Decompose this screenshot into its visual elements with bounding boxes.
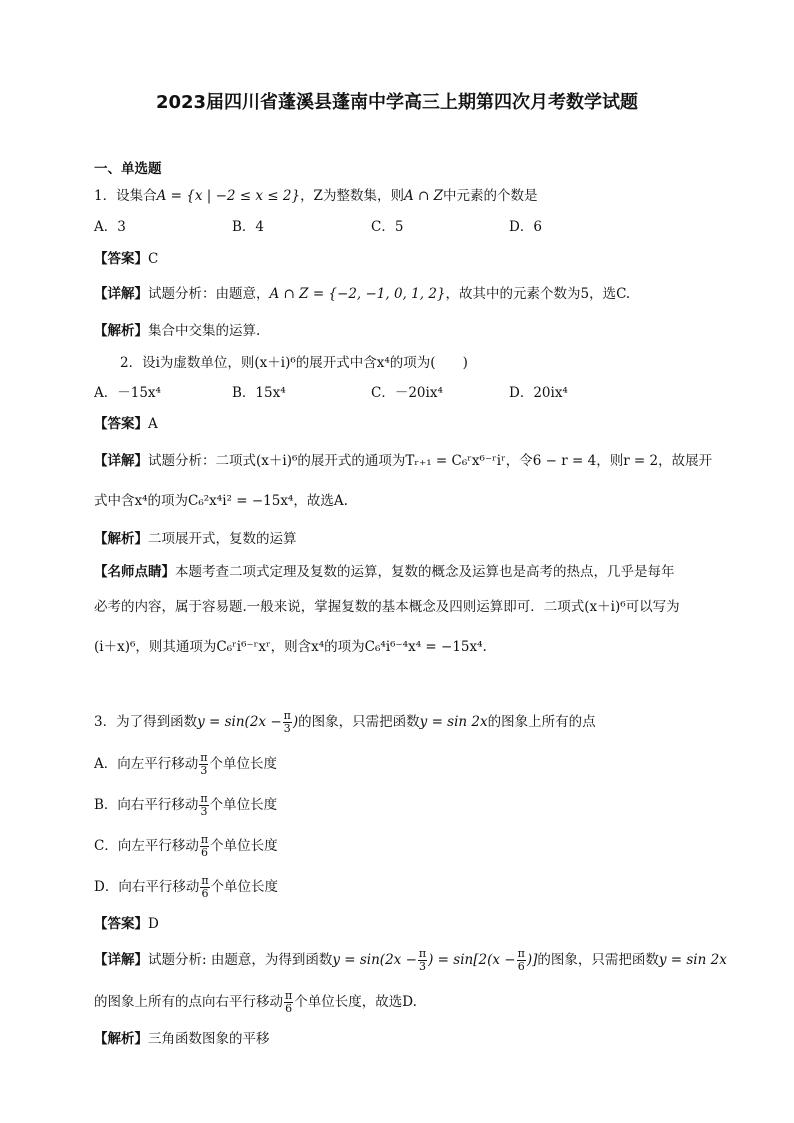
q1-detail	[94, 285, 630, 303]
q1-stem	[94, 187, 537, 205]
q2-detail-line2: 式中含x⁴的项为C₆²x⁴i² = −15x⁴，故选A.	[94, 493, 348, 509]
answer-value: D	[148, 916, 159, 932]
detail-tag: 【详解】	[94, 952, 148, 968]
q2-option-c: C．－20ix⁴	[371, 385, 443, 401]
detail-expr: y = sin(2x −	[332, 952, 417, 968]
fraction-denominator: 6	[285, 1002, 293, 1015]
fraction-numerator: π	[285, 989, 293, 1002]
fraction-numerator: π	[418, 947, 427, 960]
detail-tag: 【详解】	[94, 286, 148, 302]
fraction-numerator: π	[283, 709, 291, 722]
q2-option-d: D．20ix⁴	[509, 385, 568, 401]
analysis-tag: 【解析】	[94, 531, 148, 547]
q2-option-a: A．－15x⁴	[94, 385, 161, 401]
fraction-denominator: 6	[201, 887, 209, 900]
fraction-denominator: 3	[200, 764, 208, 777]
analysis-text: 二项展开式，复数的运算	[148, 531, 297, 547]
q2-stem: 2．设i为虚数单位，则(x＋i)⁶的展开式中含x⁴的项为( )	[120, 355, 468, 371]
option-text: 个单位长度	[210, 879, 279, 895]
answer-tag: 【答案】	[94, 916, 148, 932]
q3-stem	[94, 708, 596, 736]
teacher-note-text: 本题考查二项式定理及复数的运算，复数的概念及运算也是高考的热点，几乎是每年	[175, 564, 675, 580]
detail-text: 试题分析：由题意，	[148, 286, 270, 302]
detail-expr: )]	[526, 952, 538, 968]
q2-answer	[94, 415, 158, 433]
detail-expr: y = sin 2x	[658, 952, 727, 968]
fraction-numerator: π	[517, 947, 525, 960]
q1-option-a: A．3	[94, 219, 126, 235]
analysis-text: 集合中交集的运算.	[148, 323, 261, 339]
q3-detail	[94, 946, 727, 974]
answer-value: C	[148, 251, 159, 267]
detail-text: 的图象，只需把函数	[537, 952, 659, 968]
q3-stem-text: 的图象，只需把函数	[298, 714, 420, 730]
q1-option-b: B．4	[232, 219, 265, 235]
option-text: 个单位长度	[209, 797, 278, 813]
answer-tag: 【答案】	[94, 416, 148, 432]
q3-answer	[94, 915, 159, 933]
detail-expr: ) = sin[2(x −	[428, 952, 516, 968]
q2-teacher-note	[94, 563, 675, 581]
q3-function2-expr: y = sin 2x	[419, 714, 488, 730]
q2-detail	[94, 452, 712, 470]
analysis-tag: 【解析】	[94, 1031, 148, 1047]
fraction-denominator: 6	[200, 846, 208, 859]
analysis-text: 三角函数图象的平移	[148, 1031, 270, 1047]
fraction-numerator: π	[200, 792, 208, 805]
detail-expr: A ∩ Z = {−2, −1, 0, 1, 2}	[269, 286, 446, 302]
q1-stem-text: ，Z为整数集，则	[300, 188, 404, 204]
detail-text: 试题分析: 由题意，为得到函数	[148, 952, 333, 968]
fraction-numerator: π	[201, 874, 209, 887]
section-heading: 一、单选题	[94, 161, 162, 177]
fraction-numerator: π	[200, 833, 209, 846]
shift-fraction	[200, 834, 209, 859]
shift-fraction	[199, 793, 208, 818]
q3-stem-text: 3．为了得到函数	[94, 714, 198, 730]
q3-detail-line2	[94, 988, 417, 1016]
option-text: 个单位长度	[210, 838, 278, 854]
teacher-note-tag: 【名师点睛】	[94, 564, 175, 580]
detail-text: 的图象上所有的点向右平行移动	[94, 994, 283, 1010]
answer-value: A	[148, 416, 158, 432]
option-text: 个单位长度	[209, 756, 277, 772]
pi-over-3-fraction	[418, 948, 427, 973]
fraction-denominator: 6	[517, 960, 525, 973]
q3-analysis	[94, 1030, 270, 1048]
q1-option-d: D．6	[509, 219, 542, 235]
q3-option-d	[94, 873, 278, 901]
page-title: 2023届四川省蓬溪县蓬南中学高三上期第四次月考数学试题	[155, 92, 639, 113]
q1-intersection-expr: A ∩ Z	[403, 188, 443, 204]
shift-fraction	[199, 752, 208, 777]
option-text: D．向右平行移动	[94, 879, 200, 895]
detail-text: 试题分析：二项式(x＋i)⁶的展开式的通项为Tᵣ₊₁ = C₆ʳx⁶⁻ʳiʳ，令6 − r = 4，则r = 2，故展开	[148, 453, 713, 469]
fraction-denominator: 3	[283, 722, 291, 735]
option-text: A．向左平行移动	[94, 756, 199, 772]
q3-function-expr: y = sin(2x −	[197, 714, 282, 730]
pi-over-6-fraction	[517, 948, 526, 973]
q1-option-c: C．5	[371, 219, 404, 235]
q3-option-a	[94, 750, 277, 778]
q2-analysis	[94, 530, 297, 548]
fraction-denominator: 3	[200, 805, 208, 818]
q3-option-c	[94, 832, 278, 860]
detail-text: ，故其中的元素个数为5，选C.	[445, 286, 631, 302]
q1-answer	[94, 250, 158, 268]
fraction-numerator: π	[200, 751, 208, 764]
pi-over-6-fraction	[284, 990, 293, 1015]
q1-stem-text: 中元素的个数是	[442, 188, 538, 204]
shift-fraction	[200, 875, 209, 900]
option-text: B．向右平行移动	[94, 797, 199, 813]
detail-tag: 【详解】	[94, 453, 148, 469]
q2-teacher-note-line2: 必考的内容，属于容易题.一般来说，掌握复数的基本概念及四则运算即可．二项式(x＋i)⁶可以写为	[94, 599, 680, 615]
q1-analysis	[94, 322, 260, 340]
pi-over-3-fraction	[283, 710, 292, 735]
analysis-tag: 【解析】	[94, 323, 148, 339]
q3-function-expr: )	[292, 714, 299, 730]
q2-teacher-note-line3: (i＋x)⁶，则其通项为C₆ʳi⁶⁻ʳxʳ，则含x⁴的项为C₆⁴i⁶⁻⁴x⁴ = −15x⁴.	[94, 639, 487, 655]
answer-tag: 【答案】	[94, 251, 148, 267]
q1-stem-text: 1．设集合	[94, 188, 157, 204]
q3-option-b	[94, 791, 277, 819]
q1-set-expr: A = {x | −2 ≤ x ≤ 2}	[156, 188, 301, 204]
fraction-denominator: 3	[419, 960, 426, 973]
option-text: C．向左平行移动	[94, 838, 199, 854]
q2-option-b: B．15x⁴	[232, 385, 286, 401]
q3-stem-text: 的图象上所有的点	[487, 714, 596, 730]
detail-text: 个单位长度，故选D.	[294, 994, 417, 1010]
